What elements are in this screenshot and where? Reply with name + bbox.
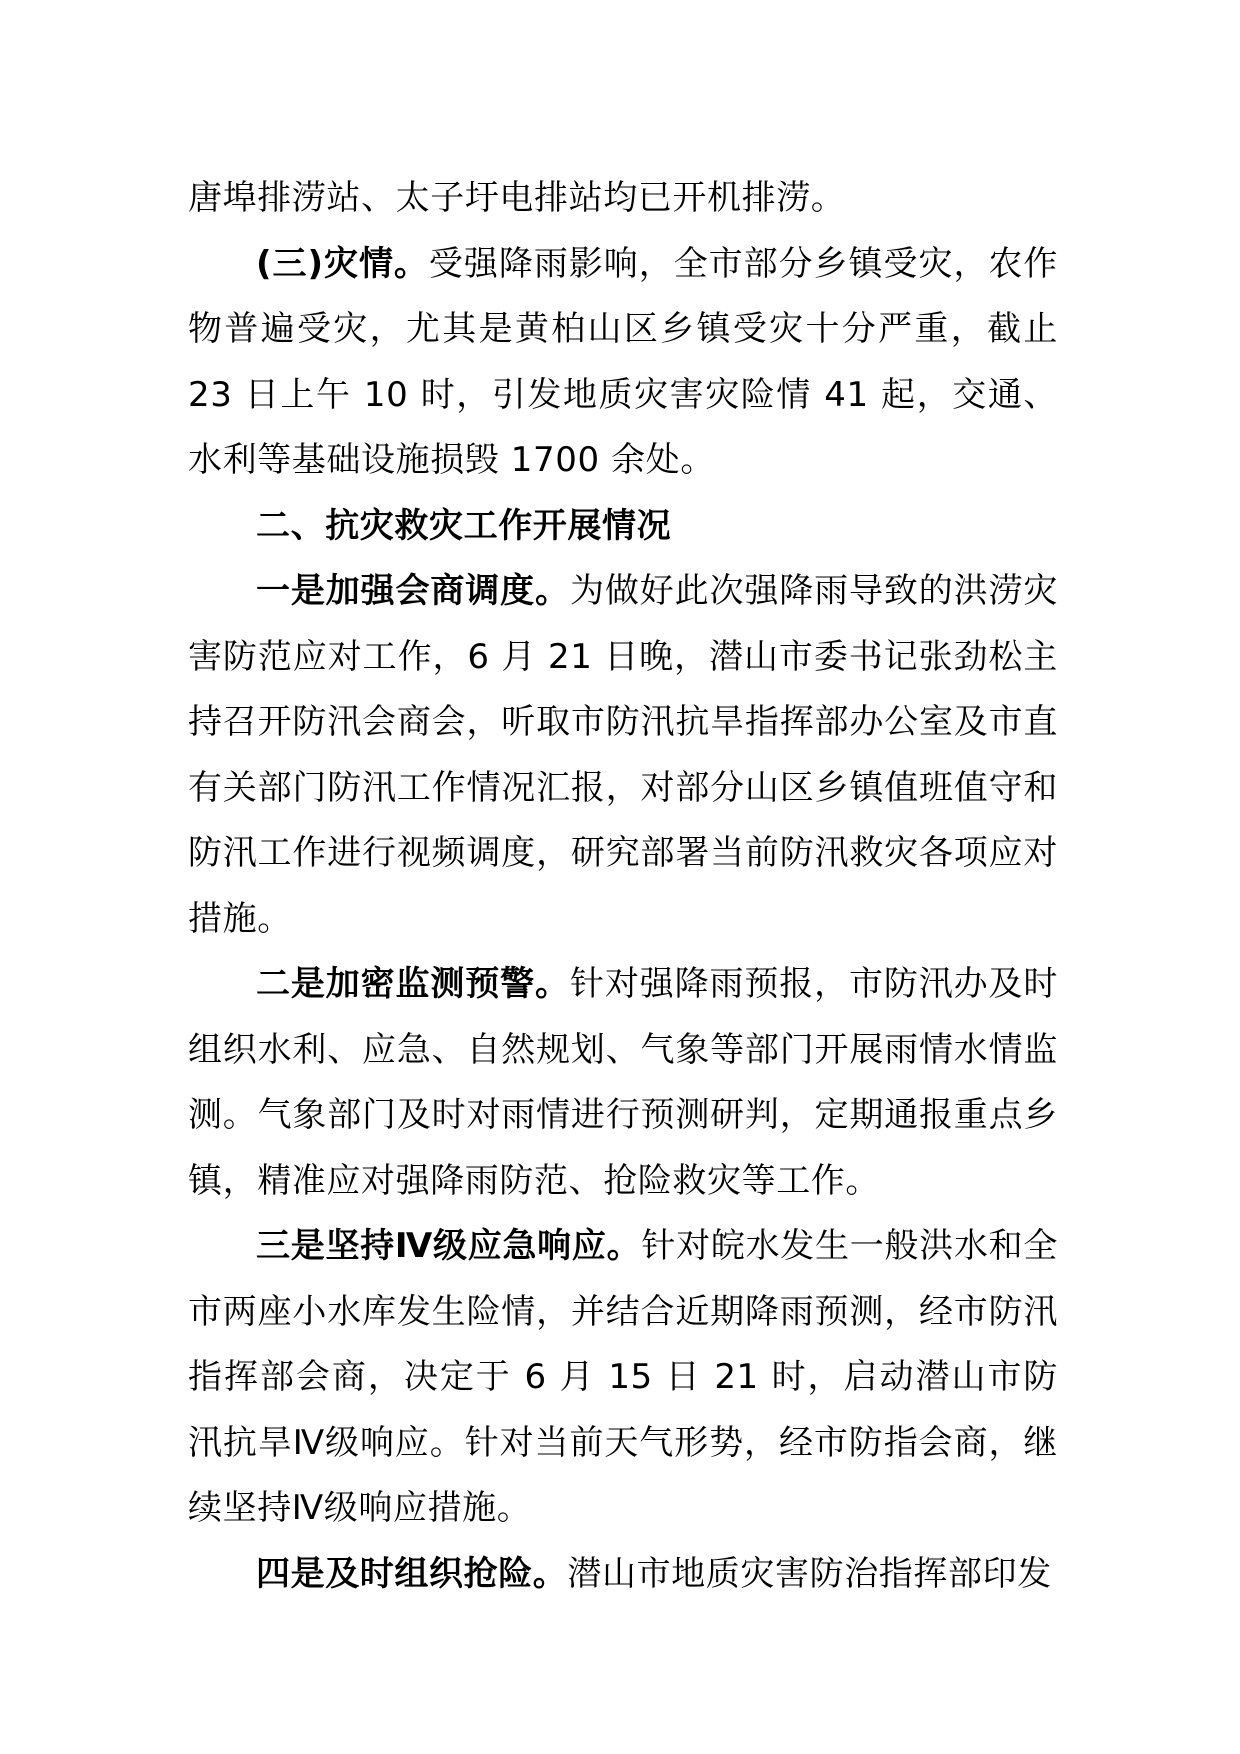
paragraph-text: 受强降雨影响，全市部分乡镇受灾，农作物普遍受灾，尤其是黄柏山区乡镇受灾十分严重，截止 23 日上午 10 时，引发地质灾害灾险情 41 起，交通、水利等基础设施损毁 1700 余处。 — [188, 243, 1058, 480]
paragraph-lead: (三)灾情。 — [256, 243, 429, 284]
paragraph-text: 针对强降雨预报，市防汛办及时组织水利、应急、自然规划、气象等部门开展雨情水情监测。气象部门及时对雨情进行预测研判，定期通报重点乡镇，精准应对强降雨防范、抢险救灾等工作。 — [188, 964, 1058, 1201]
paragraph-consultation — [188, 559, 1058, 952]
paragraph-drainage-stations — [188, 166, 1058, 232]
paragraph-lead: 二是加密监测预警。 — [256, 964, 570, 1004]
paragraph-text: 潜山市地质灾害防治指挥部印发 — [567, 1553, 1052, 1594]
paragraph-disaster-situation — [188, 232, 1058, 494]
paragraph-text: 针对皖水发生一般洪水和全市两座小水库发生险情，并结合近期降雨预测，经市防汛指挥部会商，决定于 6 月 15 日 21 时，启动潜山市防汛抗旱Ⅳ级响应。针对当前天气形势，经市防指会商，继续坚持Ⅳ级响应措施。 — [188, 1226, 1058, 1528]
paragraph-rescue — [188, 1542, 1058, 1608]
paragraph-lead: 四是及时组织抢险。 — [256, 1553, 568, 1594]
paragraph-monitoring — [188, 952, 1058, 1214]
document-body — [188, 166, 1058, 1607]
paragraph-emergency-response — [188, 1214, 1058, 1542]
paragraph-lead: 三是坚持Ⅳ级应急响应。 — [256, 1226, 642, 1266]
paragraph-lead: 一是加强会商调度。 — [256, 571, 570, 611]
section-heading: 二、抗灾救灾工作开展情况 — [256, 505, 672, 546]
paragraph-text: 为做好此次强降雨导致的洪涝灾害防范应对工作，6 月 21 日晚，潜山市委书记张劲松主持召开防汛会商会，听取市防汛抗旱指挥部办公室及市直有关部门防汛工作情况汇报，对部分山区乡镇值班值守和防汛工作进行视频调度，研究部署当前防汛救灾各项应对措施。 — [188, 571, 1058, 939]
paragraph-text: 唐埠排涝站、太子圩电排站均已开机排涝。 — [188, 178, 846, 218]
